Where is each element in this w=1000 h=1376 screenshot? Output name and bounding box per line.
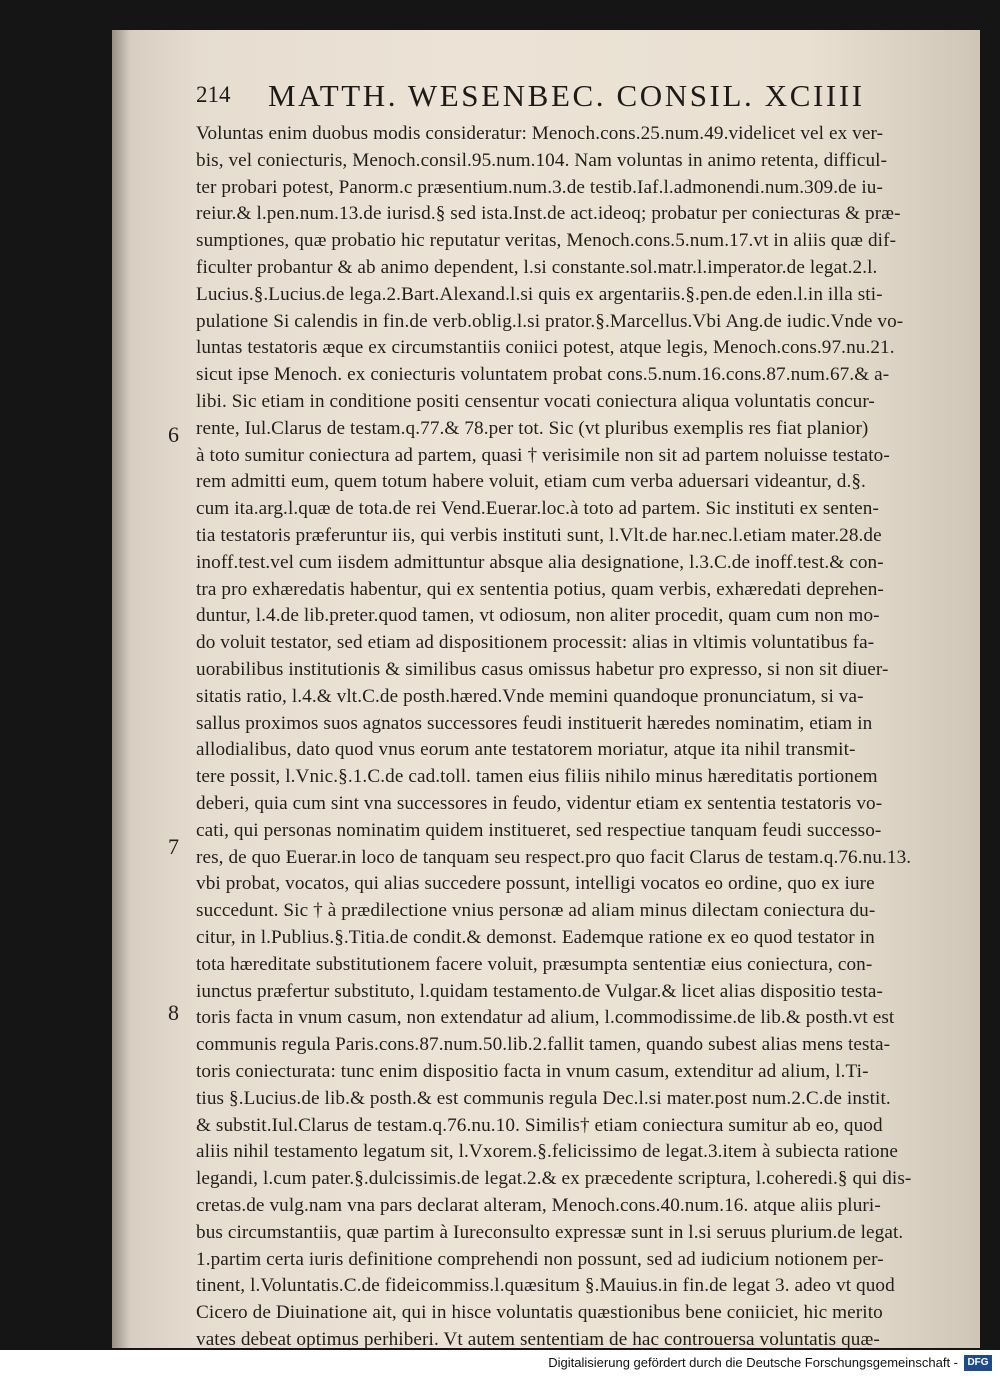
text-line: deberi, quia cum sint vna successores in feudo, videntur etiam ex sententia testatoris vo-	[196, 793, 883, 814]
page-header	[196, 78, 966, 118]
digitization-credit: Digitalisierung gefördert durch die Deutsche Forschungsgemeinschaft -	[548, 1355, 958, 1370]
text-line: cum ita.arg.l.quæ de tota.de rei Vend.Euerar.loc.à toto ad partem. Sic instituti ex senten-	[196, 498, 879, 520]
text-line: vates debeat optimus perhiberi. Vt autem sententiam de hac controuersa voluntatis quæ-	[196, 1329, 880, 1348]
text-line: Voluntas enim duobus modis consideratur: Menoch.cons.25.num.49.videlicet vel ex ver-	[196, 123, 884, 144]
margin-number-6: 6	[168, 422, 179, 447]
text-line: Lucius.§.Lucius.de lega.2.Bart.Alexand.l.si quis ex argentariis.§.pen.de eden.l.in illa sti-	[196, 283, 883, 305]
text-line: ficulter probantur & ab animo dependent, l.si constante.sol.matr.l.imperator.de legat.2.l.	[196, 257, 878, 278]
text-line: sallus proximos suos agnatos successores feudi instituerit hæredes nominatim, etiam in	[196, 712, 873, 734]
text-line: do voluit testator, sed etiam ad dispositionem processit: alias in vltimis voluntatibus fa-	[196, 632, 875, 654]
margin-number-8: 8	[168, 1000, 179, 1025]
footer-bar	[0, 1350, 1000, 1376]
text-line: libi. Sic etiam in conditione positi censentur vocati coniectura aliqua voluntatis concur-	[196, 391, 875, 412]
text-line: & substit.Iul.Clarus de testam.q.76.nu.10. Similis† etiam coniectura sumitur ab eo, quod	[196, 1114, 883, 1136]
running-title: MATTH. WESENBEC. CONSIL. XCIIII	[268, 78, 865, 113]
text-line: cretas.de vulg.nam vna pars declarat alteram, Menoch.cons.40.num.16. atque aliis pluri-	[196, 1195, 881, 1216]
text-line: succedunt. Sic † à prædilectione vnius personæ ad aliam minus dilectam coniectura du-	[196, 900, 876, 922]
text-line: Cicero de Diuinatione ait, qui in hisce voluntatis quæstionibus bene coniiciet, hic merito	[196, 1302, 883, 1324]
text-line: reiur.& l.pen.num.13.de iurisd.§ sed ista.Inst.de act.ideoq; probatur per coniecturas & præ-	[196, 203, 901, 225]
book-page	[112, 30, 980, 1348]
text-line: tra pro exhæredatis habentur, qui ex sententia potius, quam verbis, exhæredati deprehen-	[196, 578, 884, 600]
text-line: vbi probat, vocatos, qui alias succedere possunt, intelligi vocatos eo ordine, quo ex iure	[196, 873, 875, 895]
text-line: res, de quo Euerar.in loco de tanquam seu respect.pro quo facit Clarus de testam.q.76.nu.13.	[196, 846, 912, 868]
text-line: uorabilibus institutionis & similibus casus omissus habetur pro expresso, si non sit diuer-	[196, 659, 889, 680]
margin-number-7: 7	[168, 834, 179, 859]
text-line: pulatione Si calendis in fin.de verb.oblig.l.si prator.§.Marcellus.Vbi Ang.de iudic.Vnde vo-	[196, 310, 904, 332]
text-line: rente, Iul.Clarus de testam.q.77.& 78.per tot. Sic (vt pluribus exemplis res fiat planior)	[196, 417, 869, 439]
text-line: citur, in l.Publius.§.Titia.de condit.& demonst. Eademque ratione ex eo quod testator in	[196, 927, 875, 948]
text-line: toris coniecturata: tunc enim dispositio facta in vnum casum, extenditur ad alium, l.Ti-	[196, 1061, 869, 1082]
text-line: communis regula Paris.cons.87.num.50.lib.2.fallit tamen, quando subest alias mens testa-	[196, 1034, 891, 1056]
text-line: à toto sumitur coniectura ad partem, quasi † verisimile non sit ad partem noluisse testato-	[196, 444, 890, 466]
text-line: sicut ipse Menoch. ex coniecturis voluntatem probat cons.5.num.16.cons.87.num.67.& a-	[196, 364, 890, 386]
page-gutter-shadow	[112, 30, 130, 1348]
text-line: sitatis ratio, l.4.& vlt.C.de posth.hæred.Vnde memini quandoque pronunciatum, si va-	[196, 685, 864, 707]
text-line: tius §.Lucius.de lib.& posth.& est communis regula Dec.l.si mater.post num.2.C.de instit.	[196, 1087, 891, 1109]
text-line: tere possit, l.Vnic.§.1.C.de cad.toll. tamen eius filiis nihilo minus hæreditatis portionem	[196, 766, 878, 788]
text-line: ter probari potest, Panorm.c præsentium.num.3.de testib.Iaf.l.admonendi.num.309.de iu-	[196, 176, 883, 198]
page-number: 214	[196, 82, 231, 107]
text-line: iunctus præfertur substituto, l.quidam testamento.de Vulgar.& licet alias dispositio testa-	[196, 980, 884, 1002]
text-line: 1.partim certa iuris definitione comprehendi non possunt, sed ad iudicium notionem per-	[196, 1248, 884, 1270]
text-line: cati, qui personas nominatim quidem institueret, sed respectiue tanquam feudi successo-	[196, 819, 882, 841]
text-line: rem admitti eum, quem totum habere voluit, etiam cum verba aduersari videantur, d.§.	[196, 471, 866, 493]
text-line: luntas testatoris æque ex circumstantiis coniici potest, atque legis, Menoch.cons.97.nu.21.	[196, 337, 895, 359]
text-line: bis, vel coniecturis, Menoch.consil.95.num.104. Nam voluntas in animo retenta, difficul-	[196, 149, 888, 171]
text-line: sumptiones, quæ probatio hic reputatur veritas, Menoch.cons.5.num.17.vt in aliis quæ dif-	[196, 230, 897, 252]
text-line: legandi, l.cum pater.§.dulcissimis.de legat.2.& ex præcedente scriptura, l.coheredi.§ qui dis-	[196, 1168, 912, 1190]
text-line: tinent, l.Voluntatis.C.de fideicommiss.l.quæsitum §.Mauius.in fin.de legat 3. adeo vt quod	[196, 1275, 895, 1297]
text-line: inoff.test.vel cum iisdem admittuntur absque alia designatione, l.3.C.de inoff.test.& con-	[196, 551, 884, 573]
text-line: allodialibus, dato quod vnus eorum ante testatorem moriatur, atque ita nihil transmit-	[196, 739, 856, 761]
text-line: tia testatoris præferuntur iis, qui verbis instituti sunt, l.Vlt.de har.nec.l.etiam mater.28.de	[196, 525, 882, 546]
text-line: toris facta in vnum casum, non extendatur ad alium, l.commodissime.de lib.& posth.vt est	[196, 1007, 895, 1029]
dfg-logo: DFG	[964, 1355, 992, 1371]
text-line: duntur, l.4.de lib.preter.quod tamen, vt odiosum, non aliter procedit, quam cum non mo-	[196, 605, 880, 627]
text-line: aliis nihil testamento legatum sit, l.Vxorem.§.felicissimo de legat.3.item à subiecta ratione	[196, 1141, 899, 1163]
text-line: tota hæreditate substitutionem facere voluit, præsumpta sententiæ eius coniectura, con-	[196, 953, 873, 975]
text-line: bus circumstantiis, quæ partim à Iureconsulto expressæ sunt in l.si seruus plurium.de legat.	[196, 1221, 904, 1243]
